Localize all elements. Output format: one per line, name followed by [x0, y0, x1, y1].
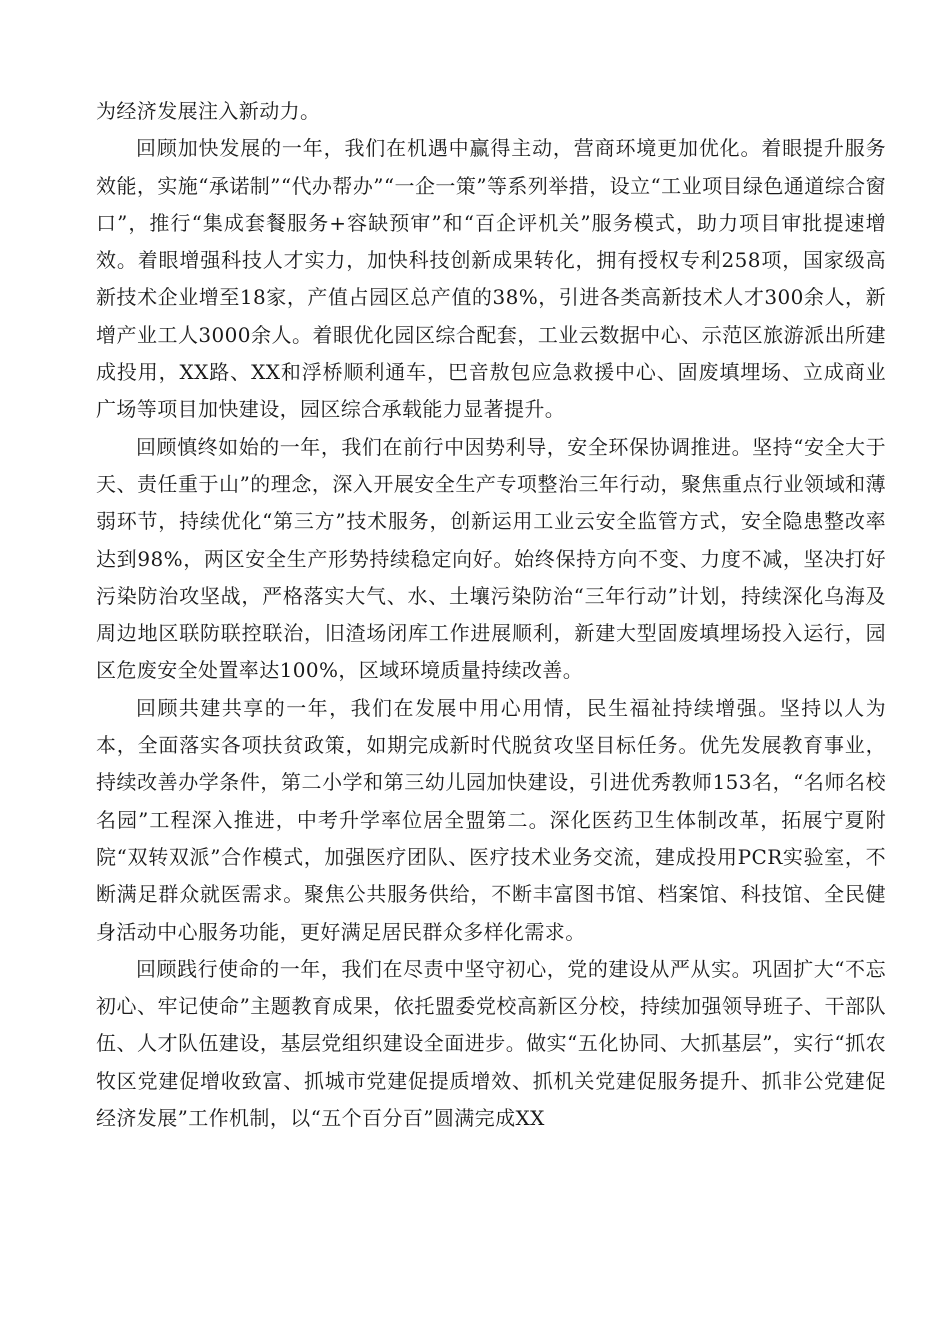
paragraph-safety-environment: 回顾慎终如始的一年，我们在前行中因势利导，安全环保协调推进。坚持“安全大于天、责任重于山”的理念，深入开展安全生产专项整治三年行动，聚焦重点行业领域和薄弱环节，持续优化“第三方”技术服务，创新运用工业云安全监管方式，安全隐患整改率达到98%，两区安全生产形势持续稳定向好。始终保持方向不变、力度不减，坚决打好污染防治攻坚战，严格落实大气、水、土壤污染防治“三年行动”计划，持续深化乌海及周边地区联防联控联治，旧渣场闭库工作进展顺利，新建大型固废填埋场投入运行，园区危废安全处置率达100%，区域环境质量持续改善。: [96, 434, 886, 683]
paragraph-livelihood: 回顾共建共享的一年，我们在发展中用心用情，民生福祉持续增强。坚持以人为本，全面落实各项扶贫政策，如期完成新时代脱贫攻坚目标任务。优先发展教育事业，持续改善办学条件，第二小学和第三幼儿园加快建设，引进优秀教师153名，“名师名校名园”工程深入推进，中考升学率位居全盟第二。深化医药卫生体制改革，拓展宁夏附院“双转双派”合作模式，加强医疗团队、医疗技术业务交流，建成投用PCR实验室，不断满足群众就医需求。聚焦公共服务供给，不断丰富图书馆、档案馆、科技馆、全民健身活动中心服务功能，更好满足居民群众多样化需求。: [96, 695, 886, 944]
paragraph-continuation: 为经济发展注入新动力。: [96, 99, 321, 123]
paragraph-business-environment: 回顾加快发展的一年，我们在机遇中赢得主动，营商环境更加优化。着眼提升服务效能，实施“承诺制”“代办帮办”“一企一策”等系列举措，设立“工业项目绿色通道综合窗口”，推行“集成套餐服务+容缺预审”和“百企评机关”服务模式，助力项目审批提速增效。着眼增强科技人才实力，加快科技创新成果转化，拥有授权专利258项，国家级高新技术企业增至18家，产值占园区总产值的38%，引进各类高新技术人才300余人，新增产业工人3000余人。着眼优化园区综合配套，工业云数据中心、示范区旅游派出所建成投用，XX路、XX和浮桥顺利通车，巴音敖包应急救援中心、固废填埋场、立成商业广场等项目加快建设，园区综合承载能力显著提升。: [96, 136, 886, 422]
document-body: [96, 93, 886, 1137]
paragraph-party-building: 回顾践行使命的一年，我们在尽责中坚守初心，党的建设从严从实。巩固扩大“不忘初心、牢记使命”主题教育成果，依托盟委党校高新区分校，持续加强领导班子、干部队伍、人才队伍建设，基层党组织建设全面进步。做实“五化协同、大抓基层”，实行“抓农牧区党建促增收致富、抓城市党建促提质增效、抓机关党建促服务提升、抓非公党建促经济发展”工作机制，以“五个百分百”圆满完成XX: [96, 956, 886, 1131]
